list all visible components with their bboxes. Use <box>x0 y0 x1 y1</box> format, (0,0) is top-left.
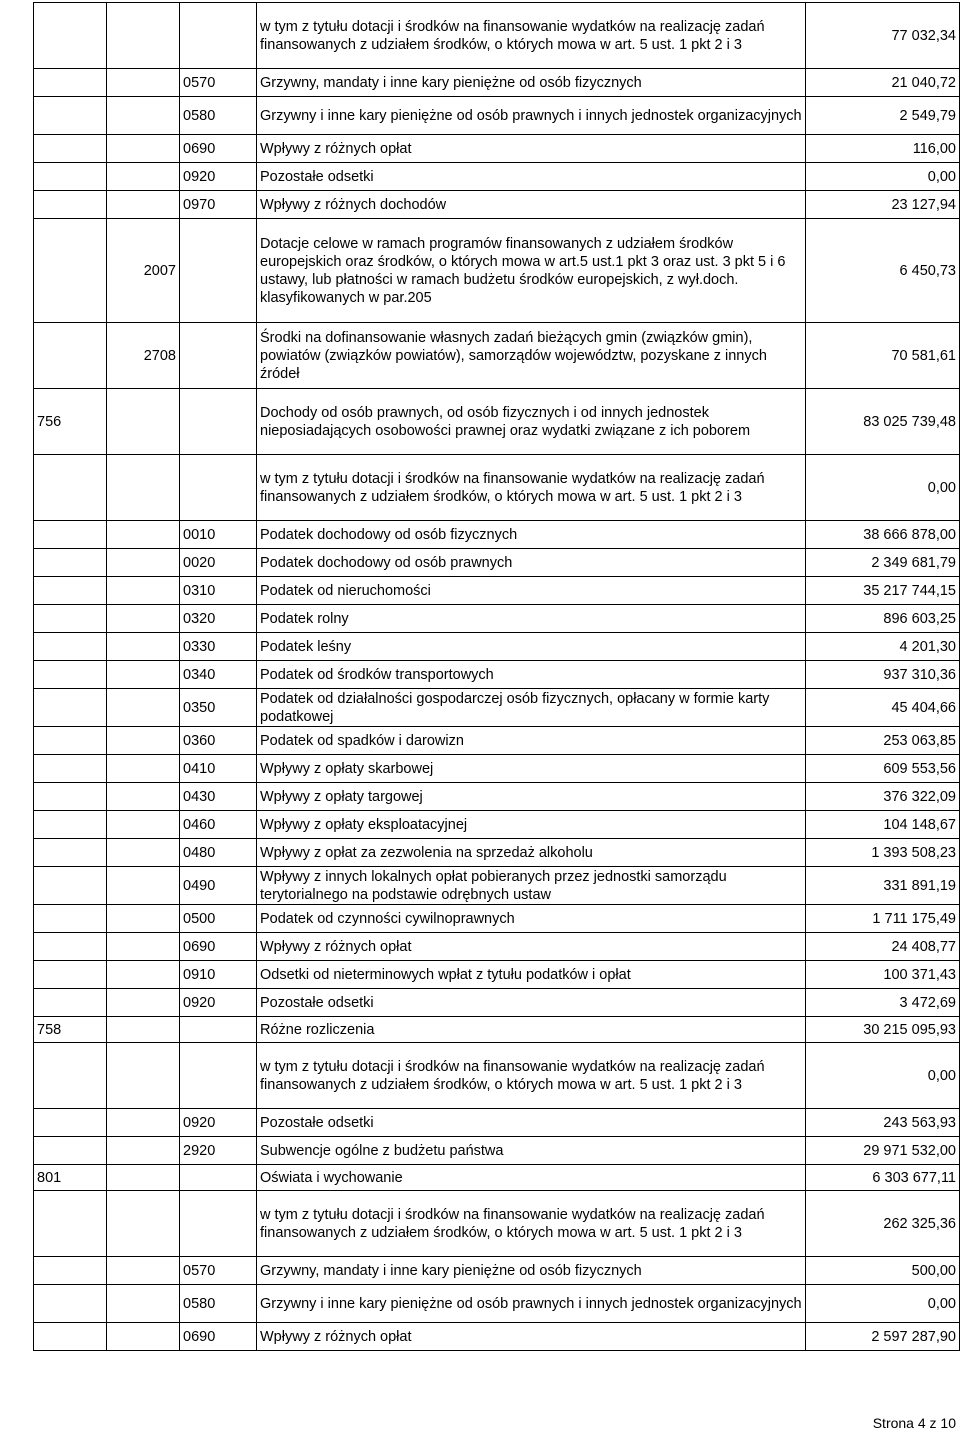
dzial-code: 801 <box>34 1165 107 1191</box>
description: Podatek od nieruchomości <box>257 577 806 605</box>
description: Grzywny, mandaty i inne kary pieniężne od osób fizycznych <box>257 1257 806 1285</box>
description: Wpływy z opłat za zezwolenia na sprzedaż alkoholu <box>257 839 806 867</box>
paragraph-code: 0970 <box>180 191 257 219</box>
dzial-code: 756 <box>34 389 107 455</box>
amount: 0,00 <box>806 455 960 521</box>
rozdzial-code <box>107 521 180 549</box>
rozdzial-code <box>107 1137 180 1165</box>
paragraph-code: 0920 <box>180 989 257 1017</box>
description: Podatek rolny <box>257 605 806 633</box>
rozdzial-code <box>107 989 180 1017</box>
table-body <box>34 3 960 1351</box>
amount: 253 063,85 <box>806 727 960 755</box>
amount: 2 597 287,90 <box>806 1323 960 1351</box>
description: Podatek od spadków i darowizn <box>257 727 806 755</box>
amount: 609 553,56 <box>806 755 960 783</box>
table-row <box>34 191 960 219</box>
amount: 2 549,79 <box>806 97 960 135</box>
rozdzial-code <box>107 727 180 755</box>
paragraph-code <box>180 3 257 69</box>
dzial-code <box>34 867 107 905</box>
table-row <box>34 839 960 867</box>
rozdzial-code <box>107 1257 180 1285</box>
rozdzial-code <box>107 811 180 839</box>
paragraph-code: 0310 <box>180 577 257 605</box>
rozdzial-code <box>107 689 180 727</box>
table-row <box>34 961 960 989</box>
table-row <box>34 1165 960 1191</box>
rozdzial-code <box>107 1285 180 1323</box>
paragraph-code: 0460 <box>180 811 257 839</box>
paragraph-code: 0920 <box>180 1109 257 1137</box>
dzial-code <box>34 1137 107 1165</box>
amount: 1 393 508,23 <box>806 839 960 867</box>
dzial-code <box>34 1257 107 1285</box>
dzial-code <box>34 689 107 727</box>
dzial-code <box>34 219 107 323</box>
description: w tym z tytułu dotacji i środków na finansowanie wydatków na realizację zadań finansowanych z udziałem środków, o których mowa w art. 5 ust. 1 pkt 2 i 3 <box>257 1191 806 1257</box>
table-row <box>34 783 960 811</box>
paragraph-code: 0430 <box>180 783 257 811</box>
description: Pozostałe odsetki <box>257 163 806 191</box>
amount: 104 148,67 <box>806 811 960 839</box>
table-row <box>34 867 960 905</box>
table-row <box>34 727 960 755</box>
amount: 2 349 681,79 <box>806 549 960 577</box>
rozdzial-code <box>107 163 180 191</box>
table-row <box>34 219 960 323</box>
dzial-code <box>34 989 107 1017</box>
table-row <box>34 1043 960 1109</box>
amount: 83 025 739,48 <box>806 389 960 455</box>
paragraph-code: 0340 <box>180 661 257 689</box>
description: Grzywny i inne kary pieniężne od osób prawnych i innych jednostek organizacyjnych <box>257 1285 806 1323</box>
description: w tym z tytułu dotacji i środków na finansowanie wydatków na realizację zadań finansowanych z udziałem środków, o których mowa w art. 5 ust. 1 pkt 2 i 3 <box>257 1043 806 1109</box>
paragraph-code: 0690 <box>180 933 257 961</box>
table-row <box>34 1285 960 1323</box>
rozdzial-code <box>107 3 180 69</box>
paragraph-code: 0360 <box>180 727 257 755</box>
paragraph-code <box>180 323 257 389</box>
paragraph-code <box>180 389 257 455</box>
table-row <box>34 455 960 521</box>
table-row <box>34 811 960 839</box>
description: Środki na dofinansowanie własnych zadań bieżących gmin (związków gmin), powiatów (związków powiatów), samorządów województw, pozyskane z innych źródeł <box>257 323 806 389</box>
dzial-code <box>34 521 107 549</box>
table-row <box>34 605 960 633</box>
dzial-code <box>34 755 107 783</box>
description: Wpływy z opłaty targowej <box>257 783 806 811</box>
dzial-code: 758 <box>34 1017 107 1043</box>
amount: 116,00 <box>806 135 960 163</box>
dzial-code <box>34 135 107 163</box>
paragraph-code: 2920 <box>180 1137 257 1165</box>
amount: 3 472,69 <box>806 989 960 1017</box>
table-row <box>34 323 960 389</box>
description: Różne rozliczenia <box>257 1017 806 1043</box>
rozdzial-code <box>107 1191 180 1257</box>
rozdzial-code <box>107 191 180 219</box>
rozdzial-code <box>107 1165 180 1191</box>
dzial-code <box>34 839 107 867</box>
table-row <box>34 661 960 689</box>
table-row <box>34 933 960 961</box>
dzial-code <box>34 961 107 989</box>
table-row <box>34 633 960 661</box>
rozdzial-code <box>107 455 180 521</box>
amount: 23 127,94 <box>806 191 960 219</box>
paragraph-code: 0690 <box>180 1323 257 1351</box>
dzial-code <box>34 1323 107 1351</box>
dzial-code <box>34 1109 107 1137</box>
dzial-code <box>34 3 107 69</box>
rozdzial-code <box>107 1043 180 1109</box>
description: Grzywny, mandaty i inne kary pieniężne od osób fizycznych <box>257 69 806 97</box>
rozdzial-code <box>107 905 180 933</box>
amount: 100 371,43 <box>806 961 960 989</box>
rozdzial-code <box>107 961 180 989</box>
paragraph-code: 0010 <box>180 521 257 549</box>
dzial-code <box>34 727 107 755</box>
amount: 29 971 532,00 <box>806 1137 960 1165</box>
rozdzial-code <box>107 783 180 811</box>
dzial-code <box>34 783 107 811</box>
amount: 376 322,09 <box>806 783 960 811</box>
table-row <box>34 905 960 933</box>
rozdzial-code <box>107 69 180 97</box>
rozdzial-code <box>107 1017 180 1043</box>
paragraph-code: 0920 <box>180 163 257 191</box>
dzial-code <box>34 1285 107 1323</box>
paragraph-code: 0580 <box>180 97 257 135</box>
table-row <box>34 3 960 69</box>
amount: 0,00 <box>806 1043 960 1109</box>
dzial-code <box>34 323 107 389</box>
table-row <box>34 1017 960 1043</box>
dzial-code <box>34 633 107 661</box>
description: Pozostałe odsetki <box>257 989 806 1017</box>
dzial-code <box>34 661 107 689</box>
dzial-code <box>34 191 107 219</box>
rozdzial-code <box>107 605 180 633</box>
rozdzial-code <box>107 661 180 689</box>
table-row <box>34 1109 960 1137</box>
rozdzial-code: 2007 <box>107 219 180 323</box>
description: Wpływy z opłaty eksploatacyjnej <box>257 811 806 839</box>
description: w tym z tytułu dotacji i środków na finansowanie wydatków na realizację zadań finansowanych z udziałem środków, o których mowa w art. 5 ust. 1 pkt 2 i 3 <box>257 455 806 521</box>
description: Wpływy z różnych opłat <box>257 933 806 961</box>
description: Podatek leśny <box>257 633 806 661</box>
amount: 4 201,30 <box>806 633 960 661</box>
description: Subwencje ogólne z budżetu państwa <box>257 1137 806 1165</box>
paragraph-code <box>180 455 257 521</box>
amount: 1 711 175,49 <box>806 905 960 933</box>
dzial-code <box>34 605 107 633</box>
rozdzial-code <box>107 755 180 783</box>
rozdzial-code <box>107 549 180 577</box>
amount: 262 325,36 <box>806 1191 960 1257</box>
amount: 35 217 744,15 <box>806 577 960 605</box>
table-row <box>34 1257 960 1285</box>
table-row <box>34 1137 960 1165</box>
description: Wpływy z różnych dochodów <box>257 191 806 219</box>
description: Dotacje celowe w ramach programów finansowanych z udziałem środków europejskich oraz środków, o których mowa w art.5 ust.1 pkt 3 oraz ust. 3 pkt 5 i 6 ustawy, lub płatności w ramach budżetu środków europejskich, z wył.doch. klasyfikowanych w par.205 <box>257 219 806 323</box>
amount: 21 040,72 <box>806 69 960 97</box>
paragraph-code: 0690 <box>180 135 257 163</box>
paragraph-code <box>180 1043 257 1109</box>
rozdzial-code <box>107 97 180 135</box>
dzial-code <box>34 163 107 191</box>
rozdzial-code <box>107 867 180 905</box>
dzial-code <box>34 933 107 961</box>
rozdzial-code <box>107 633 180 661</box>
description: Podatek dochodowy od osób fizycznych <box>257 521 806 549</box>
dzial-code <box>34 97 107 135</box>
amount: 0,00 <box>806 163 960 191</box>
paragraph-code <box>180 1165 257 1191</box>
paragraph-code: 0480 <box>180 839 257 867</box>
paragraph-code: 0020 <box>180 549 257 577</box>
table-row <box>34 69 960 97</box>
paragraph-code: 0580 <box>180 1285 257 1323</box>
amount: 6 303 677,11 <box>806 1165 960 1191</box>
amount: 77 032,34 <box>806 3 960 69</box>
description: Podatek od środków transportowych <box>257 661 806 689</box>
table-row <box>34 577 960 605</box>
rozdzial-code <box>107 135 180 163</box>
amount: 6 450,73 <box>806 219 960 323</box>
description: Wpływy z innych lokalnych opłat pobieranych przez jednostki samorządu terytorialnego na podstawie odrębnych ustaw <box>257 867 806 905</box>
description: Wpływy z różnych opłat <box>257 135 806 163</box>
dzial-code <box>34 69 107 97</box>
table-row <box>34 989 960 1017</box>
amount: 0,00 <box>806 1285 960 1323</box>
amount: 896 603,25 <box>806 605 960 633</box>
budget-income-table <box>33 2 960 1351</box>
table-row <box>34 689 960 727</box>
rozdzial-code <box>107 389 180 455</box>
dzial-code <box>34 1043 107 1109</box>
table-row <box>34 389 960 455</box>
amount: 937 310,36 <box>806 661 960 689</box>
table-row <box>34 163 960 191</box>
table-row <box>34 1323 960 1351</box>
table-row <box>34 755 960 783</box>
rozdzial-code <box>107 1109 180 1137</box>
rozdzial-code <box>107 933 180 961</box>
paragraph-code: 0330 <box>180 633 257 661</box>
description: Podatek od czynności cywilnoprawnych <box>257 905 806 933</box>
amount: 243 563,93 <box>806 1109 960 1137</box>
rozdzial-code <box>107 577 180 605</box>
page-number: Strona 4 z 10 <box>872 1415 956 1431</box>
amount: 70 581,61 <box>806 323 960 389</box>
paragraph-code: 0410 <box>180 755 257 783</box>
description: Wpływy z opłaty skarbowej <box>257 755 806 783</box>
amount: 45 404,66 <box>806 689 960 727</box>
paragraph-code <box>180 1191 257 1257</box>
amount: 38 666 878,00 <box>806 521 960 549</box>
table-row <box>34 549 960 577</box>
description: w tym z tytułu dotacji i środków na finansowanie wydatków na realizację zadań finansowanych z udziałem środków, o których mowa w art. 5 ust. 1 pkt 2 i 3 <box>257 3 806 69</box>
dzial-code <box>34 549 107 577</box>
paragraph-code <box>180 219 257 323</box>
paragraph-code: 0490 <box>180 867 257 905</box>
amount: 24 408,77 <box>806 933 960 961</box>
paragraph-code: 0320 <box>180 605 257 633</box>
table-row <box>34 135 960 163</box>
description: Oświata i wychowanie <box>257 1165 806 1191</box>
dzial-code <box>34 455 107 521</box>
dzial-code <box>34 577 107 605</box>
paragraph-code: 0570 <box>180 1257 257 1285</box>
table-row <box>34 1191 960 1257</box>
amount: 30 215 095,93 <box>806 1017 960 1043</box>
description: Podatek od działalności gospodarczej osób fizycznych, opłacany w formie karty podatkowej <box>257 689 806 727</box>
amount: 500,00 <box>806 1257 960 1285</box>
rozdzial-code: 2708 <box>107 323 180 389</box>
rozdzial-code <box>107 839 180 867</box>
dzial-code <box>34 1191 107 1257</box>
dzial-code <box>34 811 107 839</box>
description: Podatek dochodowy od osób prawnych <box>257 549 806 577</box>
paragraph-code <box>180 1017 257 1043</box>
dzial-code <box>34 905 107 933</box>
description: Dochody od osób prawnych, od osób fizycznych i od innych jednostek nieposiadających osobowości prawnej oraz wydatki związane z ich poborem <box>257 389 806 455</box>
paragraph-code: 0500 <box>180 905 257 933</box>
description: Wpływy z różnych opłat <box>257 1323 806 1351</box>
description: Grzywny i inne kary pieniężne od osób prawnych i innych jednostek organizacyjnych <box>257 97 806 135</box>
description: Pozostałe odsetki <box>257 1109 806 1137</box>
table-row <box>34 521 960 549</box>
amount: 331 891,19 <box>806 867 960 905</box>
description: Odsetki od nieterminowych wpłat z tytułu podatków i opłat <box>257 961 806 989</box>
paragraph-code: 0910 <box>180 961 257 989</box>
rozdzial-code <box>107 1323 180 1351</box>
table-row <box>34 97 960 135</box>
paragraph-code: 0570 <box>180 69 257 97</box>
paragraph-code: 0350 <box>180 689 257 727</box>
